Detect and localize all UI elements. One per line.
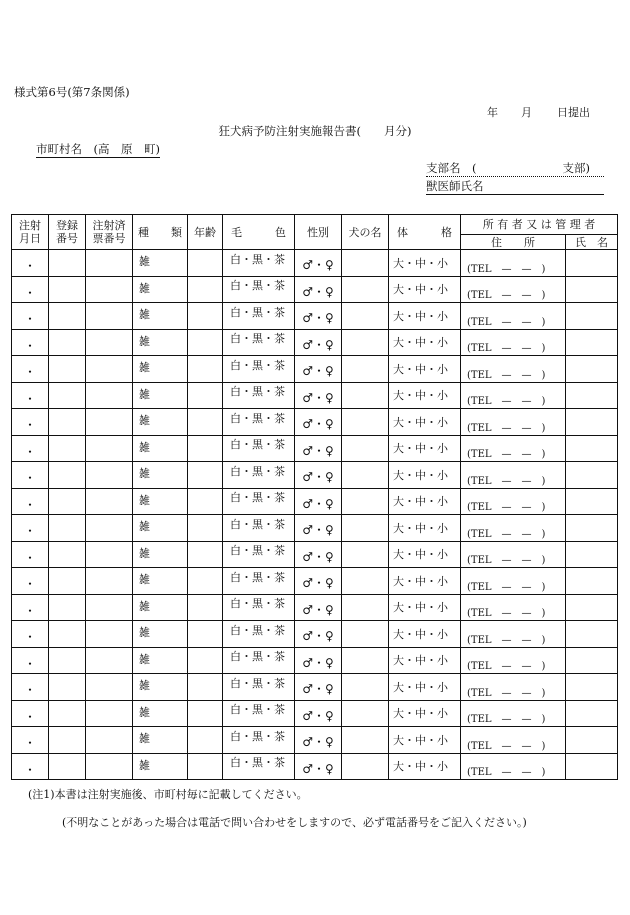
coat-color-cell[interactable]: 白・黒・茶 xyxy=(223,250,295,277)
note-2: (不明なことがあった場合は電話で問い合わせをしますので、必ず電話番号をご記入ください。) xyxy=(62,816,527,829)
table-row xyxy=(12,647,618,674)
owner-name-cell[interactable] xyxy=(566,568,618,595)
col-dog-name: 犬の名 xyxy=(342,215,389,250)
col-registration-number: 登録 番号 xyxy=(49,215,86,250)
report-table xyxy=(11,214,618,780)
injection-date-cell[interactable]: ・ xyxy=(12,647,49,674)
registration-number-cell[interactable] xyxy=(49,568,86,595)
owner-name-cell[interactable] xyxy=(566,700,618,727)
sex-cell[interactable]: ♂・♀ xyxy=(295,515,342,542)
age-cell[interactable] xyxy=(188,541,223,568)
injection-date-cell[interactable]: ・ xyxy=(12,541,49,568)
age-cell[interactable] xyxy=(188,329,223,356)
breed-cell[interactable]: 雑 xyxy=(133,462,188,489)
owner-name-cell[interactable] xyxy=(566,303,618,330)
tag-number-cell[interactable] xyxy=(86,674,133,701)
table-row xyxy=(12,488,618,515)
sex-cell[interactable]: ♂・♀ xyxy=(295,409,342,436)
injection-date-cell[interactable]: ・ xyxy=(12,409,49,436)
table-body xyxy=(12,250,618,780)
breed-cell[interactable]: 雑 xyxy=(133,488,188,515)
address-cell[interactable]: (TEL — — ) xyxy=(461,250,566,277)
registration-number-cell[interactable] xyxy=(49,515,86,542)
registration-number-cell[interactable] xyxy=(49,250,86,277)
owner-name-cell[interactable] xyxy=(566,356,618,383)
table-row xyxy=(12,753,618,780)
date-month-label: 月 xyxy=(521,106,532,119)
tag-number-cell[interactable] xyxy=(86,356,133,383)
page-title: 狂犬病予防注射実施報告書( 月分) xyxy=(218,124,412,138)
size-cell[interactable]: 大・中・小 xyxy=(389,647,461,674)
tag-number-cell[interactable] xyxy=(86,382,133,409)
size-cell[interactable]: 大・中・小 xyxy=(389,250,461,277)
coat-color-cell[interactable]: 白・黒・茶 xyxy=(223,435,295,462)
tag-number-cell[interactable] xyxy=(86,647,133,674)
size-cell[interactable]: 大・中・小 xyxy=(389,488,461,515)
registration-number-cell[interactable] xyxy=(49,382,86,409)
table-row xyxy=(12,674,618,701)
dog-name-cell[interactable] xyxy=(342,409,389,436)
dog-name-cell[interactable] xyxy=(342,541,389,568)
breed-cell[interactable]: 雑 xyxy=(133,435,188,462)
owner-name-cell[interactable] xyxy=(566,594,618,621)
col-age: 年齢 xyxy=(188,215,223,250)
injection-date-cell[interactable]: ・ xyxy=(12,621,49,648)
size-cell[interactable]: 大・中・小 xyxy=(389,409,461,436)
address-cell[interactable]: (TEL — — ) xyxy=(461,303,566,330)
size-cell[interactable]: 大・中・小 xyxy=(389,329,461,356)
date-day-label: 日提出 xyxy=(557,106,590,119)
owner-name-cell[interactable] xyxy=(566,382,618,409)
size-cell[interactable]: 大・中・小 xyxy=(389,594,461,621)
size-cell[interactable]: 大・中・小 xyxy=(389,700,461,727)
sex-cell[interactable]: ♂・♀ xyxy=(295,674,342,701)
branch-name-field xyxy=(426,160,604,177)
injection-date-cell[interactable]: ・ xyxy=(12,435,49,462)
address-cell[interactable]: (TEL — — ) xyxy=(461,515,566,542)
registration-number-cell[interactable] xyxy=(49,727,86,754)
tag-number-cell[interactable] xyxy=(86,753,133,780)
address-cell[interactable]: (TEL — — ) xyxy=(461,674,566,701)
tag-number-cell[interactable] xyxy=(86,409,133,436)
dog-name-cell[interactable] xyxy=(342,250,389,277)
sex-cell[interactable]: ♂・♀ xyxy=(295,276,342,303)
breed-cell[interactable]: 雑 xyxy=(133,409,188,436)
address-cell[interactable]: (TEL — — ) xyxy=(461,409,566,436)
registration-number-cell[interactable] xyxy=(49,674,86,701)
breed-cell[interactable]: 雑 xyxy=(133,382,188,409)
registration-number-cell[interactable] xyxy=(49,329,86,356)
size-cell[interactable]: 大・中・小 xyxy=(389,621,461,648)
table-row xyxy=(12,329,618,356)
coat-color-cell[interactable]: 白・黒・茶 xyxy=(223,356,295,383)
breed-cell[interactable]: 雑 xyxy=(133,515,188,542)
size-cell[interactable]: 大・中・小 xyxy=(389,727,461,754)
injection-date-cell[interactable]: ・ xyxy=(12,382,49,409)
col-injection-date: 注射 月日 xyxy=(12,215,49,250)
note-1: (注1)本書は注射実施後、市町村毎に記載してください。 xyxy=(28,788,308,801)
coat-color-cell[interactable]: 白・黒・茶 xyxy=(223,276,295,303)
tag-number-cell[interactable] xyxy=(86,594,133,621)
registration-number-cell[interactable] xyxy=(49,700,86,727)
registration-number-cell[interactable] xyxy=(49,303,86,330)
table-row xyxy=(12,409,618,436)
injection-date-cell[interactable]: ・ xyxy=(12,462,49,489)
coat-color-cell[interactable]: 白・黒・茶 xyxy=(223,382,295,409)
breed-cell[interactable]: 雑 xyxy=(133,541,188,568)
coat-color-cell[interactable]: 白・黒・茶 xyxy=(223,568,295,595)
table-row xyxy=(12,356,618,383)
table-row xyxy=(12,435,618,462)
registration-number-cell[interactable] xyxy=(49,621,86,648)
dog-name-cell[interactable] xyxy=(342,462,389,489)
coat-color-cell[interactable]: 白・黒・茶 xyxy=(223,541,295,568)
sex-cell[interactable]: ♂・♀ xyxy=(295,462,342,489)
tag-number-cell[interactable] xyxy=(86,329,133,356)
sex-cell[interactable]: ♂・♀ xyxy=(295,568,342,595)
coat-color-cell[interactable]: 白・黒・茶 xyxy=(223,409,295,436)
owner-name-cell[interactable] xyxy=(566,541,618,568)
sex-cell[interactable]: ♂・♀ xyxy=(295,621,342,648)
address-cell[interactable]: (TEL — — ) xyxy=(461,462,566,489)
registration-number-cell[interactable] xyxy=(49,435,86,462)
table-row xyxy=(12,594,618,621)
dog-name-cell[interactable] xyxy=(342,382,389,409)
sex-cell[interactable]: ♂・♀ xyxy=(295,647,342,674)
breed-cell[interactable]: 雑 xyxy=(133,250,188,277)
owner-name-cell[interactable] xyxy=(566,462,618,489)
coat-color-cell[interactable]: 白・黒・茶 xyxy=(223,753,295,780)
tag-number-cell[interactable] xyxy=(86,621,133,648)
sex-cell[interactable]: ♂・♀ xyxy=(295,488,342,515)
breed-cell[interactable]: 雑 xyxy=(133,727,188,754)
size-cell[interactable]: 大・中・小 xyxy=(389,303,461,330)
tag-number-cell[interactable] xyxy=(86,276,133,303)
table-row xyxy=(12,568,618,595)
size-cell[interactable]: 大・中・小 xyxy=(389,541,461,568)
injection-date-cell[interactable]: ・ xyxy=(12,515,49,542)
sex-cell[interactable]: ♂・♀ xyxy=(295,356,342,383)
injection-date-cell[interactable]: ・ xyxy=(12,700,49,727)
owner-name-cell[interactable] xyxy=(566,409,618,436)
age-cell[interactable] xyxy=(188,250,223,277)
size-cell[interactable]: 大・中・小 xyxy=(389,674,461,701)
injection-date-cell[interactable]: ・ xyxy=(12,329,49,356)
age-cell[interactable] xyxy=(188,753,223,780)
size-cell[interactable]: 大・中・小 xyxy=(389,276,461,303)
table-row xyxy=(12,700,618,727)
owner-name-cell[interactable] xyxy=(566,753,618,780)
tag-number-cell[interactable] xyxy=(86,515,133,542)
veterinarian-name-field: 獣医師氏名 xyxy=(426,178,604,195)
age-cell[interactable] xyxy=(188,647,223,674)
size-cell[interactable]: 大・中・小 xyxy=(389,356,461,383)
age-cell[interactable] xyxy=(188,515,223,542)
tag-number-cell[interactable] xyxy=(86,727,133,754)
col-breed: 種 類 xyxy=(133,215,188,250)
injection-date-cell[interactable]: ・ xyxy=(12,250,49,277)
age-cell[interactable] xyxy=(188,594,223,621)
registration-number-cell[interactable] xyxy=(49,647,86,674)
dog-name-cell[interactable] xyxy=(342,727,389,754)
injection-date-cell[interactable]: ・ xyxy=(12,727,49,754)
age-cell[interactable] xyxy=(188,303,223,330)
address-cell[interactable]: (TEL — — ) xyxy=(461,700,566,727)
table-row xyxy=(12,515,618,542)
injection-date-cell[interactable]: ・ xyxy=(12,303,49,330)
registration-number-cell[interactable] xyxy=(49,488,86,515)
address-cell[interactable]: (TEL — — ) xyxy=(461,727,566,754)
table-row xyxy=(12,250,618,277)
address-cell[interactable]: (TEL — — ) xyxy=(461,594,566,621)
breed-cell[interactable]: 雑 xyxy=(133,700,188,727)
registration-number-cell[interactable] xyxy=(49,594,86,621)
breed-cell[interactable]: 雑 xyxy=(133,647,188,674)
col-owner-name: 氏 名 xyxy=(566,235,618,250)
dog-name-cell[interactable] xyxy=(342,674,389,701)
size-cell[interactable]: 大・中・小 xyxy=(389,382,461,409)
coat-color-cell[interactable]: 白・黒・茶 xyxy=(223,674,295,701)
tag-number-cell[interactable] xyxy=(86,250,133,277)
coat-color-cell[interactable]: 白・黒・茶 xyxy=(223,727,295,754)
breed-cell[interactable]: 雑 xyxy=(133,621,188,648)
size-cell[interactable]: 大・中・小 xyxy=(389,515,461,542)
col-owner: 所 有 者 又 は 管 理 者 xyxy=(461,215,618,235)
address-cell[interactable]: (TEL — — ) xyxy=(461,435,566,462)
age-cell[interactable] xyxy=(188,488,223,515)
owner-name-cell[interactable] xyxy=(566,727,618,754)
registration-number-cell[interactable] xyxy=(49,356,86,383)
breed-cell[interactable]: 雑 xyxy=(133,303,188,330)
age-cell[interactable] xyxy=(188,435,223,462)
age-cell[interactable] xyxy=(188,409,223,436)
address-cell[interactable]: (TEL — — ) xyxy=(461,753,566,780)
size-cell[interactable]: 大・中・小 xyxy=(389,568,461,595)
injection-date-cell[interactable]: ・ xyxy=(12,356,49,383)
dog-name-cell[interactable] xyxy=(342,647,389,674)
owner-name-cell[interactable] xyxy=(566,329,618,356)
col-sex: 性別 xyxy=(295,215,342,250)
age-cell[interactable] xyxy=(188,356,223,383)
size-cell[interactable]: 大・中・小 xyxy=(389,435,461,462)
address-cell[interactable]: (TEL — — ) xyxy=(461,276,566,303)
coat-color-cell[interactable]: 白・黒・茶 xyxy=(223,515,295,542)
branch-label: 支部名 ( xyxy=(426,161,477,175)
size-cell[interactable]: 大・中・小 xyxy=(389,462,461,489)
dog-name-cell[interactable] xyxy=(342,568,389,595)
owner-name-cell[interactable] xyxy=(566,515,618,542)
address-cell[interactable]: (TEL — — ) xyxy=(461,488,566,515)
breed-cell[interactable]: 雑 xyxy=(133,674,188,701)
sex-cell[interactable]: ♂・♀ xyxy=(295,435,342,462)
dog-name-cell[interactable] xyxy=(342,753,389,780)
dog-name-cell[interactable] xyxy=(342,435,389,462)
form-number: 様式第6号(第7条関係) xyxy=(14,85,130,99)
tag-number-cell[interactable] xyxy=(86,435,133,462)
owner-name-cell[interactable] xyxy=(566,674,618,701)
age-cell[interactable] xyxy=(188,462,223,489)
table-row xyxy=(12,462,618,489)
registration-number-cell[interactable] xyxy=(49,753,86,780)
sex-cell[interactable]: ♂・♀ xyxy=(295,700,342,727)
injection-date-cell[interactable]: ・ xyxy=(12,753,49,780)
table-row xyxy=(12,276,618,303)
owner-name-cell[interactable] xyxy=(566,621,618,648)
breed-cell[interactable]: 雑 xyxy=(133,276,188,303)
registration-number-cell[interactable] xyxy=(49,462,86,489)
tag-number-cell[interactable] xyxy=(86,541,133,568)
date-year-label: 年 xyxy=(487,106,498,119)
age-cell[interactable] xyxy=(188,568,223,595)
owner-name-cell[interactable] xyxy=(566,647,618,674)
sex-cell[interactable]: ♂・♀ xyxy=(295,594,342,621)
col-size: 体 格 xyxy=(389,215,461,250)
dog-name-cell[interactable] xyxy=(342,594,389,621)
table-row xyxy=(12,541,618,568)
address-cell[interactable]: (TEL — — ) xyxy=(461,541,566,568)
address-cell[interactable]: (TEL — — ) xyxy=(461,382,566,409)
tag-number-cell[interactable] xyxy=(86,700,133,727)
injection-date-cell[interactable]: ・ xyxy=(12,488,49,515)
table-row xyxy=(12,727,618,754)
address-cell[interactable]: (TEL — — ) xyxy=(461,329,566,356)
tag-number-cell[interactable] xyxy=(86,303,133,330)
owner-name-cell[interactable] xyxy=(566,435,618,462)
dog-name-cell[interactable] xyxy=(342,621,389,648)
table-row xyxy=(12,303,618,330)
age-cell[interactable] xyxy=(188,674,223,701)
age-cell[interactable] xyxy=(188,700,223,727)
tag-number-cell[interactable] xyxy=(86,568,133,595)
dog-name-cell[interactable] xyxy=(342,700,389,727)
col-address: 住 所 xyxy=(461,235,566,250)
coat-color-cell[interactable]: 白・黒・茶 xyxy=(223,303,295,330)
table-row xyxy=(12,382,618,409)
age-cell[interactable] xyxy=(188,276,223,303)
sex-cell[interactable]: ♂・♀ xyxy=(295,727,342,754)
owner-name-cell[interactable] xyxy=(566,250,618,277)
injection-date-cell[interactable]: ・ xyxy=(12,276,49,303)
registration-number-cell[interactable] xyxy=(49,409,86,436)
dog-name-cell[interactable] xyxy=(342,488,389,515)
address-cell[interactable]: (TEL — — ) xyxy=(461,647,566,674)
dog-name-cell[interactable] xyxy=(342,329,389,356)
tag-number-cell[interactable] xyxy=(86,488,133,515)
breed-cell[interactable]: 雑 xyxy=(133,568,188,595)
col-coat-color: 毛 色 xyxy=(223,215,295,250)
table-row xyxy=(12,621,618,648)
sex-cell[interactable]: ♂・♀ xyxy=(295,329,342,356)
injection-date-cell[interactable]: ・ xyxy=(12,594,49,621)
registration-number-cell[interactable] xyxy=(49,541,86,568)
breed-cell[interactable]: 雑 xyxy=(133,356,188,383)
age-cell[interactable] xyxy=(188,727,223,754)
coat-color-cell[interactable]: 白・黒・茶 xyxy=(223,594,295,621)
address-cell[interactable]: (TEL — — ) xyxy=(461,568,566,595)
size-cell[interactable]: 大・中・小 xyxy=(389,753,461,780)
injection-date-cell[interactable]: ・ xyxy=(12,568,49,595)
registration-number-cell[interactable] xyxy=(49,276,86,303)
coat-color-cell[interactable]: 白・黒・茶 xyxy=(223,462,295,489)
coat-color-cell[interactable]: 白・黒・茶 xyxy=(223,488,295,515)
injection-date-cell[interactable]: ・ xyxy=(12,674,49,701)
address-cell[interactable]: (TEL — — ) xyxy=(461,621,566,648)
coat-color-cell[interactable]: 白・黒・茶 xyxy=(223,329,295,356)
address-cell[interactable]: (TEL — — ) xyxy=(461,356,566,383)
dog-name-cell[interactable] xyxy=(342,276,389,303)
breed-cell[interactable]: 雑 xyxy=(133,329,188,356)
sex-cell[interactable]: ♂・♀ xyxy=(295,382,342,409)
breed-cell[interactable]: 雑 xyxy=(133,594,188,621)
breed-cell[interactable]: 雑 xyxy=(133,753,188,780)
sex-cell[interactable]: ♂・♀ xyxy=(295,541,342,568)
tag-number-cell[interactable] xyxy=(86,462,133,489)
dog-name-cell[interactable] xyxy=(342,303,389,330)
age-cell[interactable] xyxy=(188,382,223,409)
coat-color-cell[interactable]: 白・黒・茶 xyxy=(223,621,295,648)
age-cell[interactable] xyxy=(188,621,223,648)
dog-name-cell[interactable] xyxy=(342,356,389,383)
sex-cell[interactable]: ♂・♀ xyxy=(295,753,342,780)
sex-cell[interactable]: ♂・♀ xyxy=(295,250,342,277)
branch-suffix: 支部) xyxy=(562,161,590,175)
owner-name-cell[interactable] xyxy=(566,488,618,515)
municipality-name: 市町村名 (高 原 町) xyxy=(36,142,160,156)
owner-name-cell[interactable] xyxy=(566,276,618,303)
coat-color-cell[interactable]: 白・黒・茶 xyxy=(223,700,295,727)
sex-cell[interactable]: ♂・♀ xyxy=(295,303,342,330)
col-tag-number: 注射済 票番号 xyxy=(86,215,133,250)
submission-date xyxy=(487,104,590,120)
dog-name-cell[interactable] xyxy=(342,515,389,542)
coat-color-cell[interactable]: 白・黒・茶 xyxy=(223,647,295,674)
